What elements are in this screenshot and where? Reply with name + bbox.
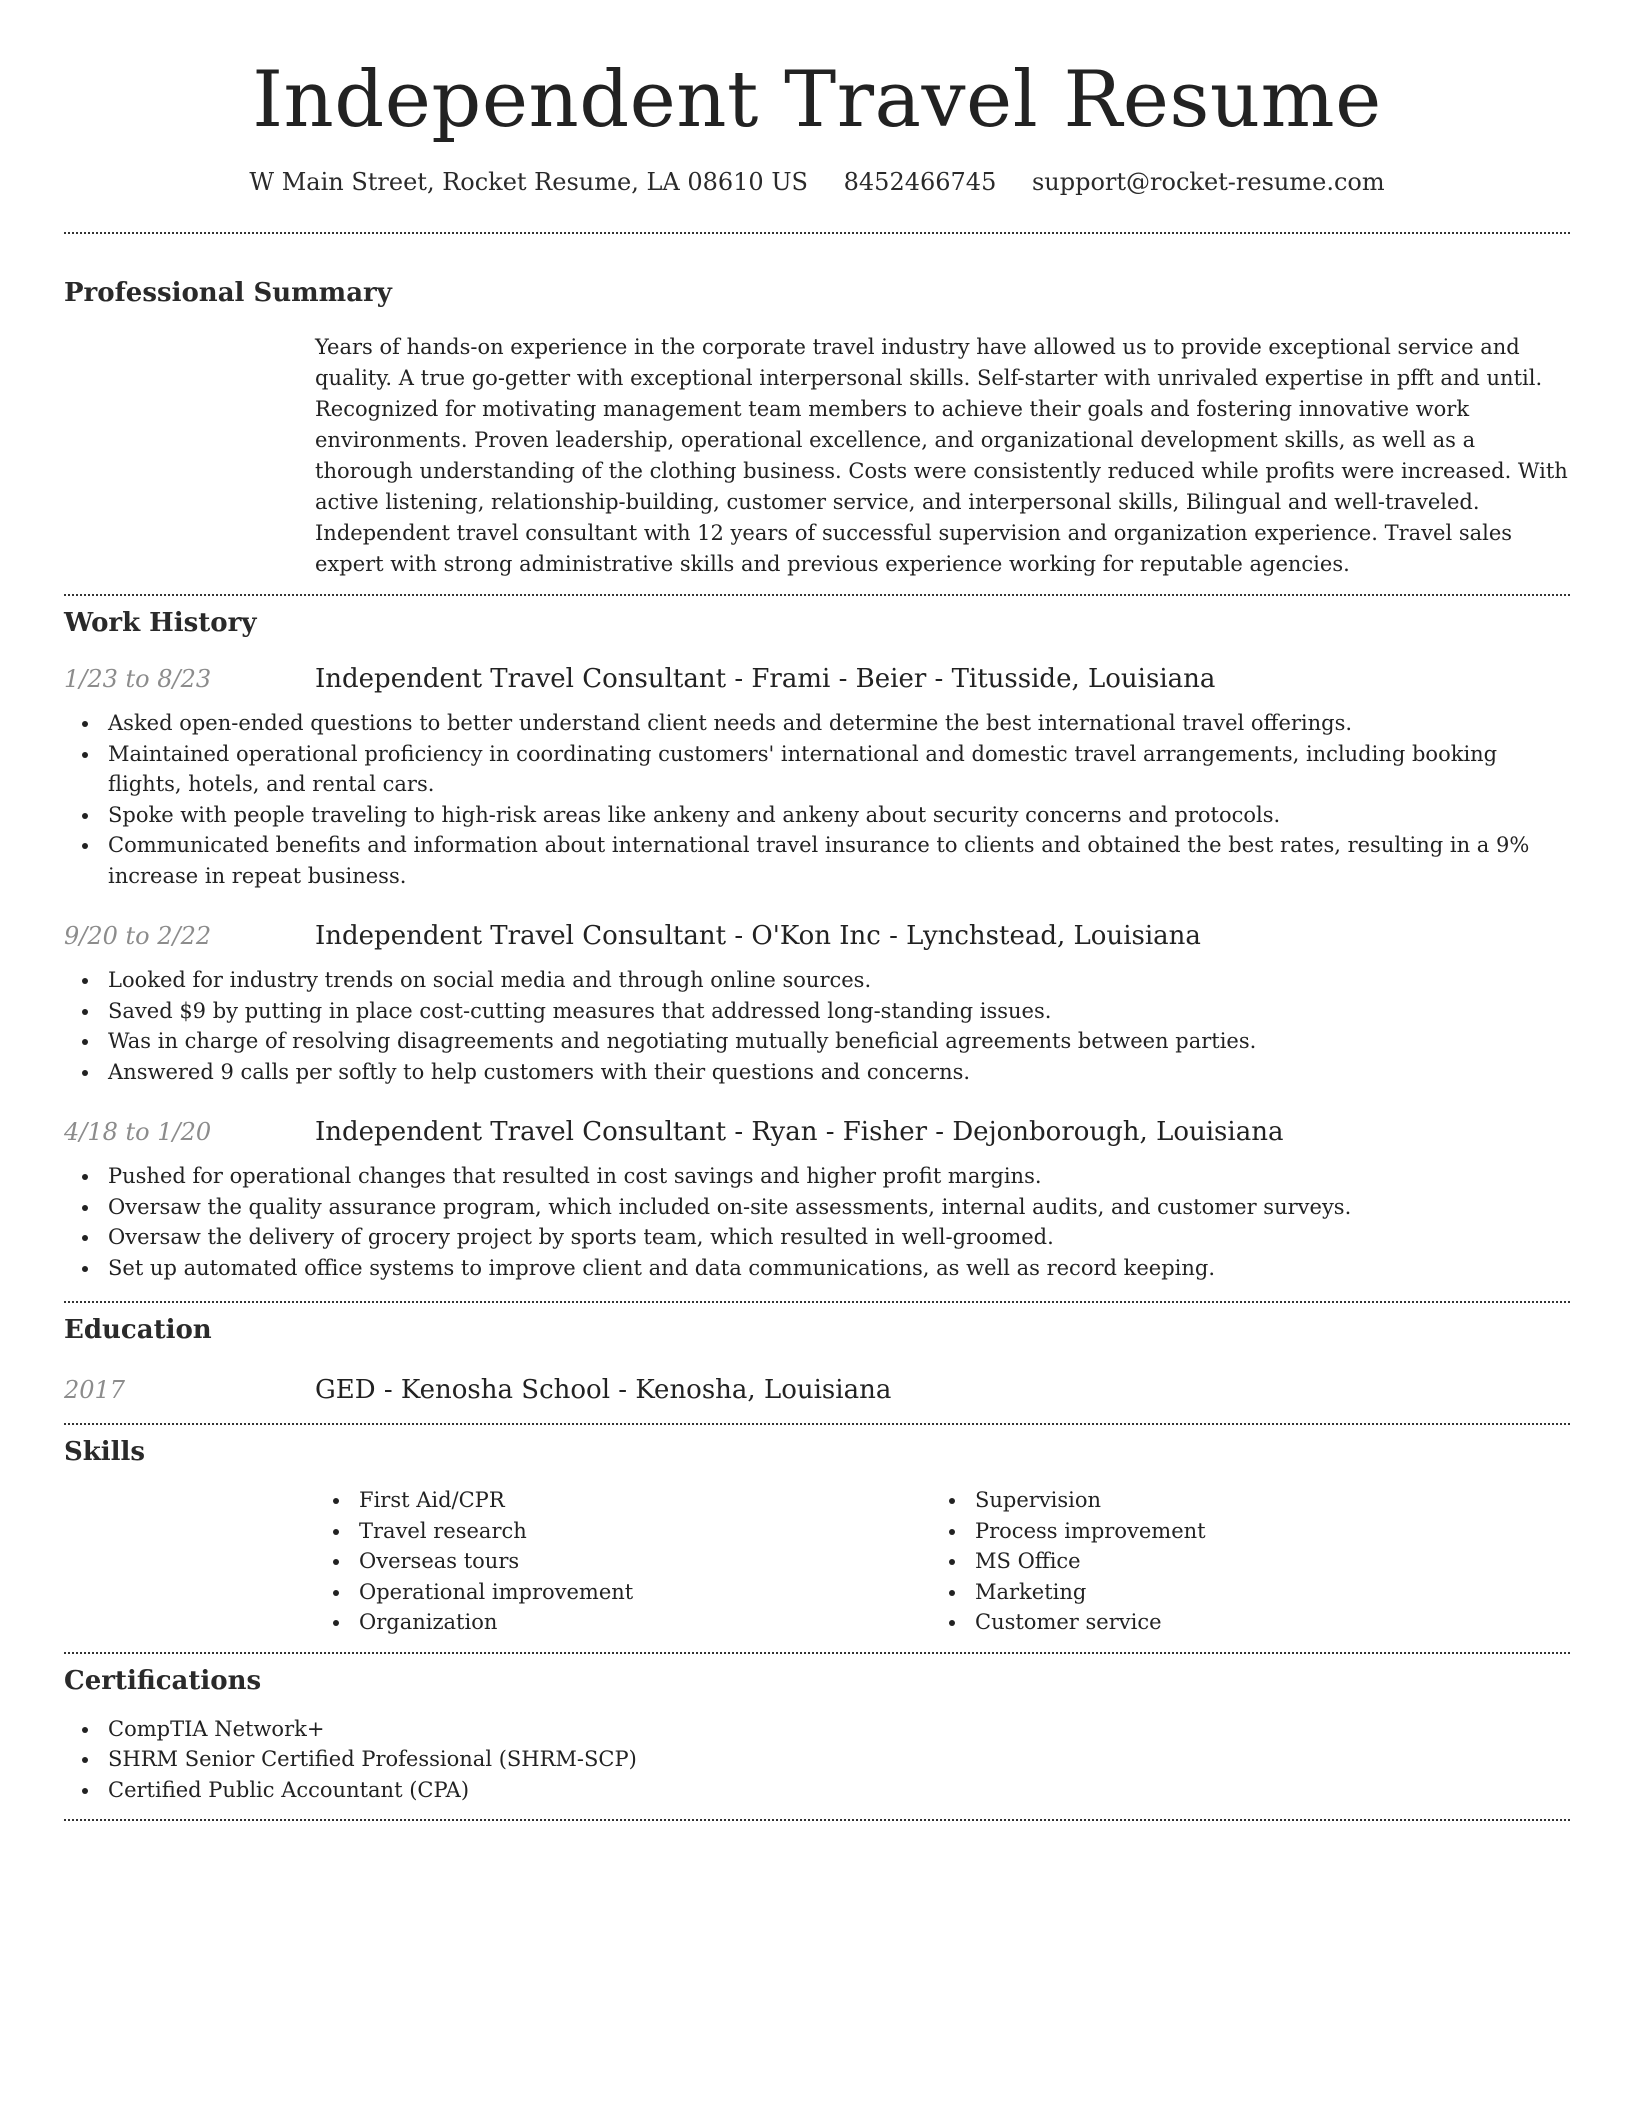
job-bullet: Communicated benefits and information about international travel insurance to clients and obtained the best rates, resulting in a 9% increase in repeat business. (108, 830, 1570, 891)
section-title-summary: Professional Summary (64, 278, 392, 308)
resume-page (64, 0, 1570, 1821)
job-entry (64, 921, 1570, 1087)
certifications-list (64, 1714, 1570, 1806)
skill-item: MS Office (975, 1546, 1547, 1577)
skills-list (931, 1485, 1547, 1638)
contact-email: support@rocket-resume.com (1031, 168, 1385, 196)
certification-item: SHRM Senior Certified Professional (SHRM-SCP) (108, 1744, 1570, 1775)
job-entry (64, 664, 1570, 891)
education-year: 2017 (64, 1376, 126, 1404)
divider (64, 1819, 1570, 1821)
job-bullet: Was in charge of resolving disagreements and negotiating mutually beneficial agreements between parties. (108, 1026, 1570, 1057)
job-bullets (64, 965, 1570, 1087)
education-section (64, 1303, 1570, 1423)
resume-title: Independent Travel Resume (252, 55, 1382, 145)
job-dates: 1/23 to 8/23 (64, 665, 212, 693)
skill-item: Marketing (975, 1577, 1547, 1608)
certification-item: Certified Public Accountant (CPA) (108, 1775, 1570, 1806)
job-title: Independent Travel Consultant - O'Kon Inc - Lynchstead, Louisiana (315, 921, 1201, 951)
job-header (64, 921, 1570, 951)
job-header (64, 664, 1570, 694)
job-dates: 4/18 to 1/20 (64, 1118, 212, 1146)
section-title-skills: Skills (64, 1437, 146, 1467)
skills-grid (315, 1485, 1570, 1638)
section-title-education: Education (64, 1315, 212, 1345)
certifications-section (64, 1654, 1570, 1820)
contact-line (64, 166, 1570, 198)
summary-text: Years of hands-on experience in the corporate travel industry have allowed us to provide exceptional service and quality. A true go-getter with exceptional interpersonal skills. Self-starter with unrivaled expertise in pfft and until. Recognized for motivating management team members to achieve their goals and fostering innovative work environments. Proven leadership, operational excellence, and organizational development skills, as well as a thorough understanding of the clothing business. Costs were consistently reduced while profits were increased. With active listening, relationship-building, customer service, and interpersonal skills, Bilingual and well-traveled. Independent travel consultant with 12 years of successful supervision and organization experience. Travel sales expert with strong administrative skills and previous experience working for reputable agencies. (315, 335, 1568, 576)
certification-item: CompTIA Network+ (108, 1714, 1570, 1745)
skill-item: Organization (359, 1607, 931, 1638)
skills-list (315, 1485, 931, 1638)
job-bullet: Set up automated office systems to improve client and data communications, as well as record keeping. (108, 1253, 1570, 1284)
education-entry (64, 1375, 1570, 1405)
job-dates: 9/20 to 2/22 (64, 922, 212, 950)
resume-header (64, 0, 1570, 198)
skill-item: Customer service (975, 1607, 1547, 1638)
skill-item: First Aid/CPR (359, 1485, 931, 1516)
job-bullets (64, 708, 1570, 891)
skill-item: Overseas tours (359, 1546, 931, 1577)
job-bullet: Looked for industry trends on social media and through online sources. (108, 965, 1570, 996)
job-bullet: Oversaw the delivery of grocery project by sports team, which resulted in well-groomed. (108, 1222, 1570, 1253)
professional-summary-section (64, 234, 1570, 594)
job-bullet: Pushed for operational changes that resulted in cost savings and higher profit margins. (108, 1161, 1570, 1192)
skill-item: Operational improvement (359, 1577, 931, 1608)
job-bullet: Saved $9 by putting in place cost-cutting measures that addressed long-standing issues. (108, 996, 1570, 1027)
job-title: Independent Travel Consultant - Ryan - Fisher - Dejonborough, Louisiana (315, 1117, 1284, 1147)
job-bullet: Answered 9 calls per softly to help customers with their questions and concerns. (108, 1057, 1570, 1088)
job-bullet: Maintained operational proficiency in coordinating customers' international and domestic travel arrangements, including booking flights, hotels, and rental cars. (108, 739, 1570, 800)
contact-address: W Main Street, Rocket Resume, LA 08610 US (249, 168, 808, 196)
job-bullets (64, 1161, 1570, 1283)
job-bullet: Oversaw the quality assurance program, which included on-site assessments, internal audits, and customer surveys. (108, 1192, 1570, 1223)
job-bullet: Spoke with people traveling to high-risk areas like ankeny and ankeny about security concerns and protocols. (108, 800, 1570, 831)
skill-item: Supervision (975, 1485, 1547, 1516)
job-entry (64, 1117, 1570, 1283)
section-title-work: Work History (64, 608, 257, 638)
skill-item: Travel research (359, 1516, 931, 1547)
work-history-section (64, 596, 1570, 1301)
job-header (64, 1117, 1570, 1147)
job-title: Independent Travel Consultant - Frami - Beier - Titusside, Louisiana (315, 664, 1216, 694)
contact-phone: 8452466745 (843, 168, 997, 196)
skill-item: Process improvement (975, 1516, 1547, 1547)
education-detail: GED - Kenosha School - Kenosha, Louisiana (315, 1375, 892, 1405)
skills-column-right (931, 1485, 1547, 1638)
section-title-certifications: Certifications (64, 1665, 262, 1696)
skills-section (64, 1425, 1570, 1652)
skills-column-left (315, 1485, 931, 1638)
job-bullet: Asked open-ended questions to better understand client needs and determine the best international travel offerings. (108, 708, 1570, 739)
